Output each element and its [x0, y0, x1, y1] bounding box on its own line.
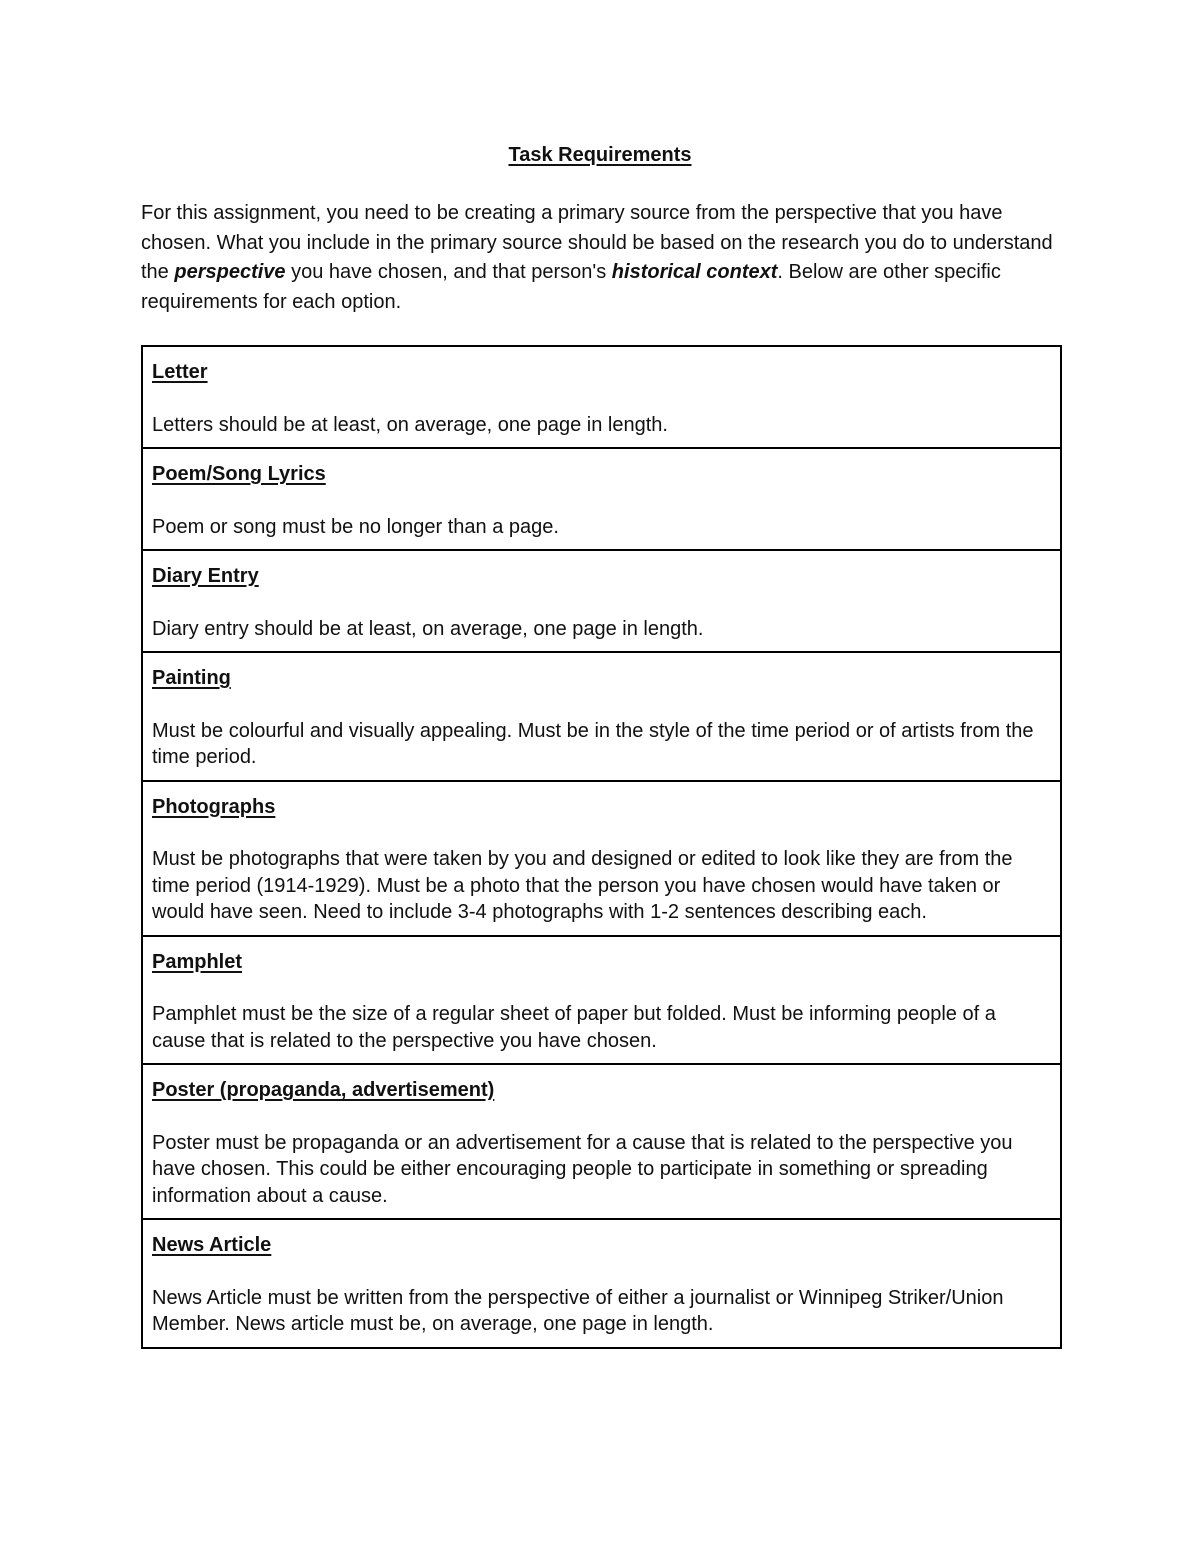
option-cell-pamphlet — [142, 936, 1061, 1065]
option-description: Diary entry should be at least, on average, one page in length. — [152, 617, 704, 640]
intro-text-3: . Below are other specific requirements for each option. — [141, 261, 1001, 313]
option-cell-news-article — [142, 1219, 1061, 1348]
option-title: Poster (propaganda, advertisement) — [152, 1079, 495, 1101]
option-title: Diary Entry — [152, 565, 259, 587]
option-title: Painting — [152, 667, 231, 689]
intro-paragraph — [141, 199, 1066, 317]
option-cell-poster — [142, 1064, 1061, 1219]
option-title: News Article — [152, 1234, 272, 1256]
requirements-table — [141, 345, 1062, 1349]
option-description: Poster must be propaganda or an advertisement for a cause that is related to the perspective you have chosen. This could be either encouraging people to participate in something or spreading information about a cause. — [152, 1131, 1013, 1207]
option-cell-painting — [142, 652, 1061, 781]
option-title: Poem/Song Lyrics — [152, 463, 326, 485]
table-row — [142, 1064, 1061, 1219]
option-description: Pamphlet must be the size of a regular sheet of paper but folded. Must be informing people of a cause that is related to the perspective you have chosen. — [152, 1003, 996, 1052]
option-description: Must be photographs that were taken by you and designed or edited to look like they are from the time period (1914-1929). Must be a photo that the person you have chosen would have taken or would have seen. Need to include 3-4 photographs with 1-2 sentences describing each. — [152, 848, 1013, 923]
option-title: Photographs — [152, 795, 276, 818]
table-row — [142, 550, 1061, 652]
option-description: News Article must be written from the perspective of either a journalist or Winnipeg Striker/Union Member. News article must be, on average, one page in length. — [152, 1286, 1004, 1335]
table-row — [142, 936, 1061, 1065]
option-cell-poem-song-lyrics — [142, 448, 1061, 550]
option-title: Pamphlet — [152, 950, 243, 973]
option-cell-photographs — [142, 781, 1061, 936]
table-row — [142, 781, 1061, 936]
intro-emphasis-historical-context: historical context — [611, 261, 778, 284]
intro-emphasis-perspective: perspective — [174, 261, 286, 284]
table-row — [142, 448, 1061, 550]
option-cell-diary-entry — [142, 550, 1061, 652]
option-cell-letter — [142, 346, 1061, 448]
option-description: Must be colourful and visually appealing. Must be in the style of the time period or of artists from the time period. — [152, 719, 1034, 768]
page-title: Task Requirements — [508, 144, 692, 166]
table-row — [142, 652, 1061, 781]
intro-text-2: you have chosen, and that person's — [285, 261, 612, 284]
option-description: Poem or song must be no longer than a page. — [152, 515, 559, 538]
option-description: Letters should be at least, on average, one page in length. — [152, 413, 668, 436]
table-row — [142, 346, 1061, 448]
option-title: Letter — [152, 361, 208, 383]
intro-text-1: For this assignment, you need to be creating a primary source from the perspective that you have chosen. What you include in the primary source should be based on the research you do to understand the — [141, 202, 1053, 284]
table-row — [142, 1219, 1061, 1348]
